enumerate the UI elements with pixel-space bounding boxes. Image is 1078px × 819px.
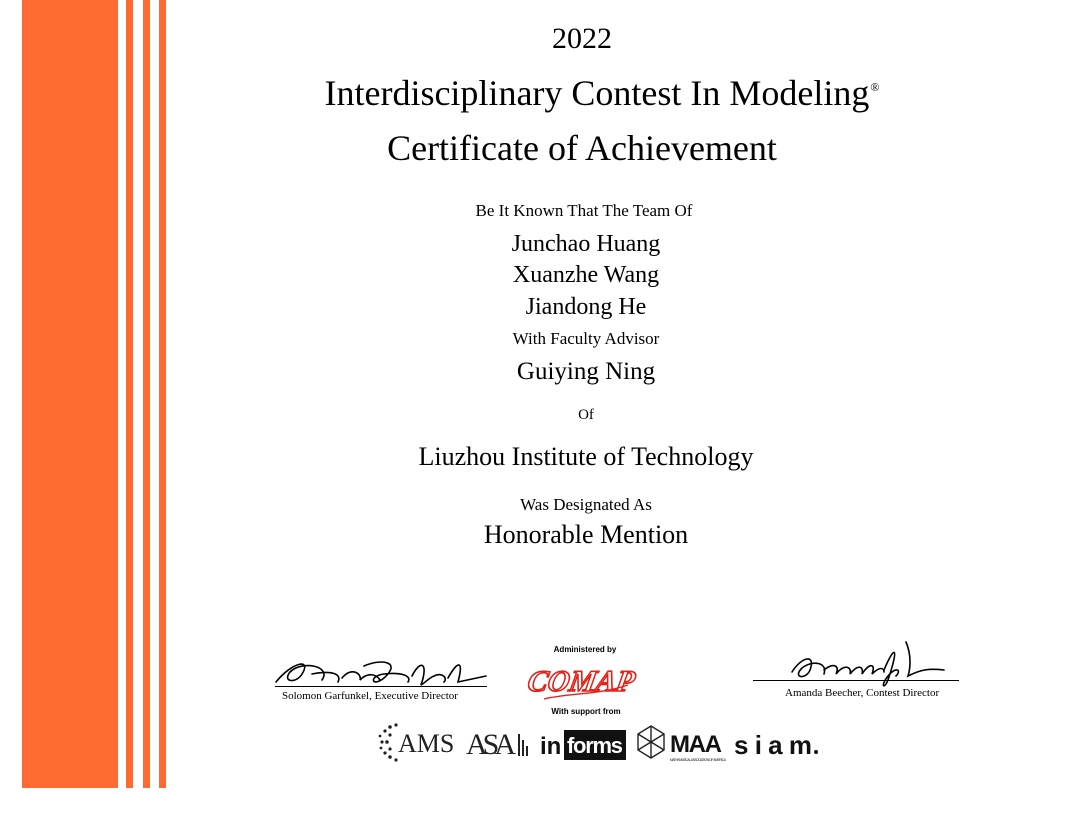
maa-logo-subtitle: MATHEMATICAL ASSOCIATION OF AMERICA (670, 758, 726, 762)
contest-name-text: Interdisciplinary Contest In Modeling (324, 73, 870, 113)
maa-logo-text: MAA (670, 731, 722, 758)
left-signature-caption: Solomon Garfunkel, Executive Director (282, 690, 458, 702)
right-signature-caption: Amanda Beecher, Contest Director (785, 687, 940, 699)
contest-name (182, 72, 1022, 114)
team-member: Junchao Huang (511, 231, 661, 257)
asa-logo (466, 720, 532, 764)
sponsor-logos (376, 720, 826, 764)
registered-mark: ® (870, 80, 880, 94)
designation-label: Was Designated As (520, 495, 652, 514)
ams-logo-text: AMS (398, 729, 455, 758)
orange-stripe (126, 0, 133, 788)
designation-award: Honorable Mention (483, 520, 689, 549)
advisor-name: Guiying Ning (516, 358, 656, 385)
right-signature-line (753, 680, 959, 681)
siam-logo (732, 720, 822, 764)
orange-stripe (159, 0, 166, 788)
informs-logo-forms: forms (567, 733, 623, 758)
siam-logo-text: siam (734, 730, 812, 760)
certificate-title: Certificate of Achievement (387, 128, 777, 168)
institution-name: Liuzhou Institute of Technology (418, 442, 754, 471)
comap-logo-text: COMAP (525, 664, 638, 698)
orange-border-band (22, 0, 118, 788)
ams-logo (376, 720, 460, 764)
orange-stripe (143, 0, 150, 788)
certificate-year: 2022 (552, 22, 612, 55)
advisor-label: With Faculty Advisor (512, 329, 660, 348)
maa-logo (634, 720, 728, 764)
right-signature (772, 636, 948, 694)
known-line: Be It Known That The Team Of (475, 201, 693, 220)
of-label: Of (578, 407, 594, 423)
comap-logo (525, 655, 638, 703)
informs-logo (540, 720, 632, 764)
asa-logo-text: ASA (466, 728, 516, 761)
support-label: With support from (551, 707, 621, 716)
team-member: Xuanzhe Wang (512, 262, 660, 288)
informs-logo-in: in (540, 733, 562, 760)
team-member: Jiandong He (525, 294, 647, 320)
administered-by-label: Administered by (553, 645, 617, 654)
left-signature-line (275, 686, 487, 687)
